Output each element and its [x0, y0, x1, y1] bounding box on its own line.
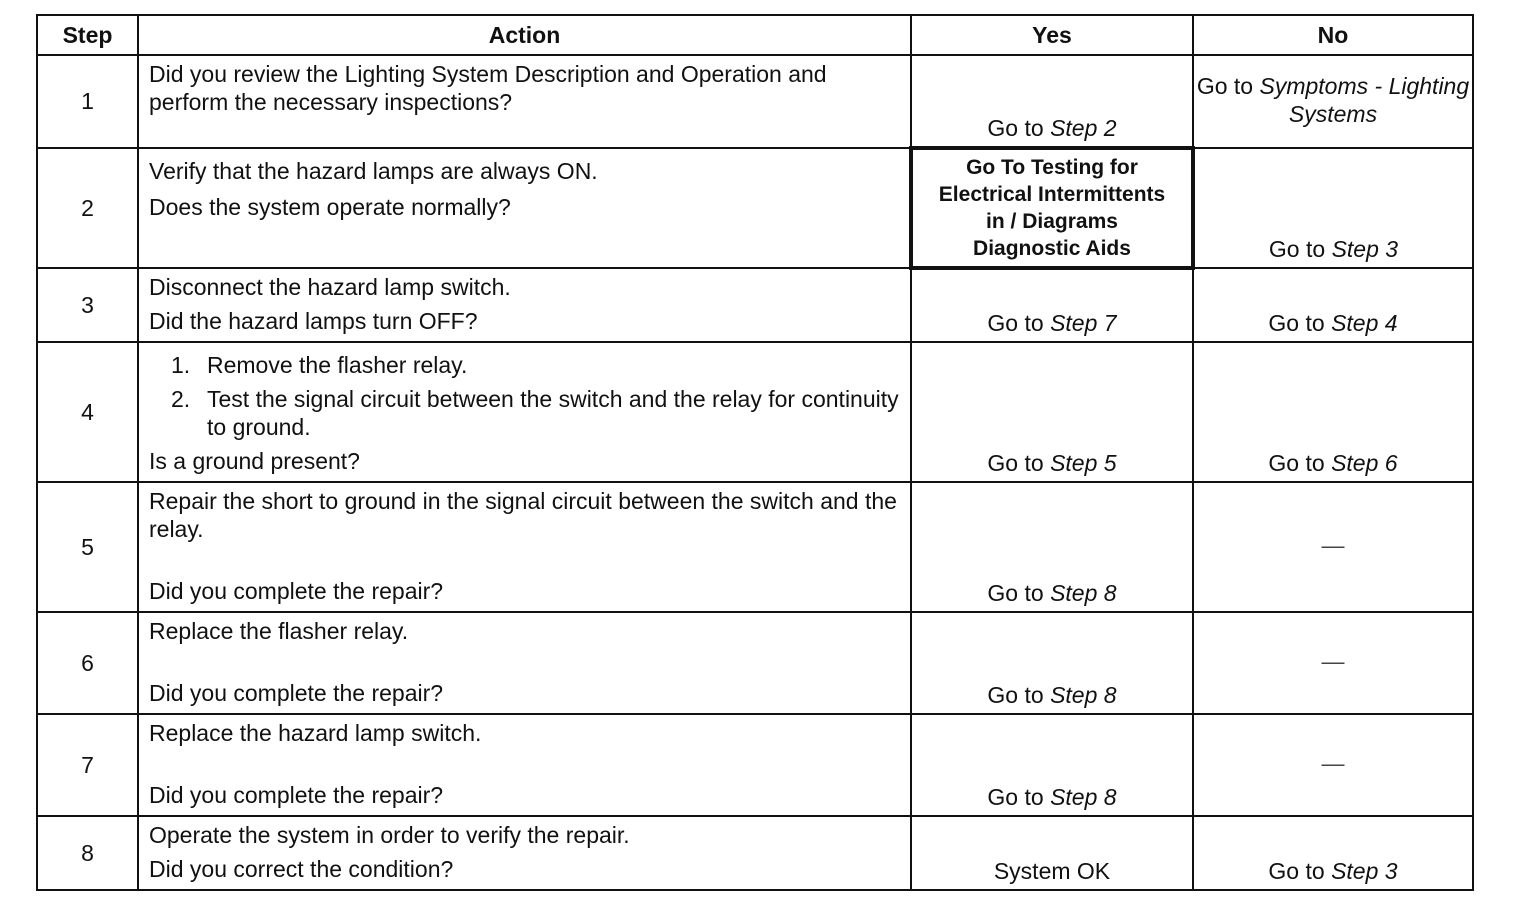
step-number: 8 [37, 816, 138, 890]
action-cell [138, 342, 911, 482]
yes-cell-highlighted[interactable] [911, 148, 1193, 268]
yes-line: Go To Testing for [966, 156, 1138, 179]
table-row [37, 482, 1473, 612]
action-question: Did you complete the repair? [149, 680, 444, 706]
diagnostic-table [36, 14, 1474, 891]
header-step: Step [37, 15, 138, 55]
action-cell [138, 55, 911, 148]
no-cell[interactable] [1193, 816, 1473, 890]
no-prefix: Go to [1268, 310, 1325, 336]
action-question: Did you complete the repair? [149, 578, 444, 604]
substep-number: 2. [171, 386, 191, 412]
no-prefix: Go to [1196, 72, 1254, 99]
table-row [37, 268, 1473, 342]
action-text: Disconnect the hazard lamp switch. [149, 274, 511, 300]
yes-cell[interactable] [911, 342, 1193, 482]
no-prefix: Go to [1268, 236, 1326, 262]
action-text: Verify that the hazard lamps are always ON. [149, 158, 598, 184]
step-number: 3 [37, 268, 138, 342]
substep-list [171, 351, 900, 441]
action-cell [138, 482, 911, 612]
yes-cell[interactable] [911, 714, 1193, 816]
no-cell-empty: — [1193, 714, 1473, 816]
yes-prefix: Go to [987, 115, 1044, 141]
table-header-row [37, 15, 1473, 55]
action-cell [138, 148, 911, 268]
action-cell [138, 714, 911, 816]
yes-cell[interactable] [911, 482, 1193, 612]
yes-prefix: Go to [987, 310, 1044, 336]
no-prefix: Go to [1268, 858, 1325, 884]
table-row [37, 816, 1473, 890]
no-cell[interactable] [1193, 268, 1473, 342]
action-question: Is a ground present? [149, 448, 360, 474]
header-action: Action [138, 15, 911, 55]
no-cell[interactable] [1193, 342, 1473, 482]
list-item [171, 385, 900, 441]
action-cell [138, 816, 911, 890]
table-row [37, 55, 1473, 148]
header-no: No [1193, 15, 1473, 55]
yes-line: Diagnostic Aids [973, 237, 1131, 260]
no-cell-empty: — [1193, 482, 1473, 612]
header-yes: Yes [911, 15, 1193, 55]
yes-link[interactable]: Step 8 [1050, 784, 1117, 810]
yes-prefix: Go to [987, 450, 1044, 476]
yes-cell[interactable] [911, 55, 1193, 148]
step-number: 4 [37, 342, 138, 482]
no-prefix: Go to [1268, 450, 1325, 476]
no-cell[interactable] [1193, 148, 1473, 268]
yes-cell[interactable] [911, 612, 1193, 714]
yes-prefix: Go to [987, 682, 1044, 708]
yes-line: Electrical Intermittents [938, 183, 1166, 206]
yes-cell[interactable]: System OK [911, 816, 1193, 890]
action-text: Operate the system in order to verify the repair. [149, 822, 630, 848]
yes-link[interactable]: Step 8 [1050, 682, 1117, 708]
action-cell [138, 612, 911, 714]
no-link[interactable]: Step 3 [1331, 858, 1398, 884]
action-question: Did the hazard lamps turn OFF? [149, 308, 478, 334]
yes-line: in / Diagrams [986, 210, 1118, 233]
action-question: Did you complete the repair? [149, 782, 444, 808]
step-number: 5 [37, 482, 138, 612]
table-row [37, 714, 1473, 816]
table-row [37, 342, 1473, 482]
yes-link[interactable]: Step 8 [1050, 580, 1117, 606]
no-cell[interactable] [1193, 55, 1473, 148]
action-text: Replace the flasher relay. [149, 618, 409, 644]
list-item [171, 351, 900, 379]
no-link[interactable]: Step 4 [1331, 310, 1398, 336]
no-cell-empty: — [1193, 612, 1473, 714]
yes-prefix: Go to [987, 580, 1044, 606]
action-text: Repair the short to ground in the signal circuit between the switch and the relay. [149, 488, 897, 542]
action-question: Does the system operate normally? [149, 194, 511, 220]
substep-text: Test the signal circuit between the switch and the relay for continuity to ground. [207, 386, 899, 440]
step-number: 1 [37, 55, 138, 148]
substep-number: 1. [171, 352, 191, 378]
no-link[interactable]: Symptoms - Lighting Systems [1259, 72, 1470, 127]
yes-link[interactable]: Step 7 [1050, 310, 1117, 336]
yes-prefix: Go to [987, 784, 1044, 810]
substep-text: Remove the flasher relay. [207, 352, 468, 378]
table-row [37, 148, 1473, 268]
yes-link[interactable]: Step 2 [1050, 115, 1117, 141]
yes-link[interactable]: Step 5 [1050, 450, 1117, 476]
action-cell [138, 268, 911, 342]
step-number: 7 [37, 714, 138, 816]
action-question: Did you correct the condition? [149, 856, 454, 882]
table-row [37, 612, 1473, 714]
yes-cell[interactable] [911, 268, 1193, 342]
action-text: Replace the hazard lamp switch. [149, 720, 482, 746]
no-link[interactable]: Step 3 [1331, 236, 1399, 262]
no-link[interactable]: Step 6 [1331, 450, 1398, 476]
step-number: 6 [37, 612, 138, 714]
action-text: Did you review the Lighting System Description and Operation and perform the necessary inspections? [149, 61, 827, 115]
step-number: 2 [37, 148, 138, 268]
